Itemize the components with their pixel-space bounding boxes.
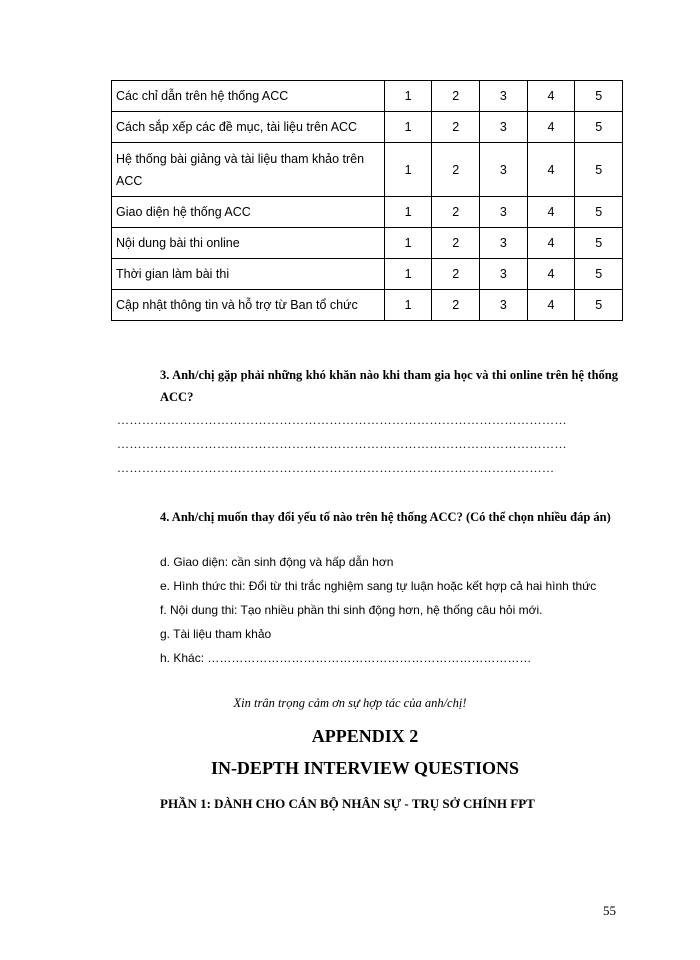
score-cell: 4 [527, 143, 575, 197]
score-cell: 3 [480, 81, 528, 112]
score-cell: 1 [384, 290, 432, 321]
score-cell: 2 [432, 143, 480, 197]
score-cell: 4 [527, 197, 575, 228]
score-cell: 3 [480, 290, 528, 321]
option-h: h. Khác: ……………………………………………………………………… [160, 651, 532, 665]
page-number: 55 [603, 903, 616, 918]
option-f: f. Nội dung thi: Tạo nhiều phần thi sinh động hơn, hệ thống câu hỏi mới. [160, 603, 543, 617]
score-cell: 4 [527, 228, 575, 259]
score-cell: 5 [575, 228, 623, 259]
score-cell: 5 [575, 197, 623, 228]
score-cell: 2 [432, 81, 480, 112]
score-cell: 1 [384, 197, 432, 228]
row-label: Các chỉ dẫn trên hệ thống ACC [112, 81, 385, 112]
row-label: Giao diện hệ thống ACC [112, 197, 385, 228]
score-cell: 3 [480, 259, 528, 290]
option-g: g. Tài liệu tham khảo [160, 627, 272, 641]
score-cell: 3 [480, 197, 528, 228]
thank-you-note: Xin trân trọng cảm ơn sự hợp tác của anh/chị! [233, 696, 467, 710]
score-cell: 5 [575, 259, 623, 290]
table-row [112, 112, 623, 143]
score-cell: 5 [575, 112, 623, 143]
table-row [112, 197, 623, 228]
option-e: e. Hình thức thi: Đổi từ thi trắc nghiệm sang tự luận hoặc kết hợp cả hai hình thức [160, 579, 597, 593]
section-heading: PHẦN 1: DÀNH CHO CÁN BỘ NHÂN SỰ - TRỤ SỞ CHÍNH FPT [160, 796, 535, 811]
rating-table [111, 80, 623, 321]
score-cell: 2 [432, 112, 480, 143]
score-cell: 1 [384, 143, 432, 197]
row-label: Hệ thống bài giảng và tài liệu tham khảo trên ACC [112, 143, 385, 197]
question-4: 4. Anh/chị muốn thay đổi yếu tố nào trên hệ thống ACC? (Có thể chọn nhiều đáp án) [160, 510, 611, 524]
answer-line: …………………………………………………………………………………………… [117, 461, 555, 475]
table-row [112, 259, 623, 290]
score-cell: 2 [432, 290, 480, 321]
score-cell: 4 [527, 112, 575, 143]
score-cell: 1 [384, 81, 432, 112]
score-cell: 1 [384, 259, 432, 290]
appendix-subtitle: IN-DEPTH INTERVIEW QUESTIONS [210, 758, 520, 778]
score-cell: 4 [527, 81, 575, 112]
question-3: 3. Anh/chị gặp phải những khó khăn nào khi tham gia học và thi online trên hệ thống ACC? [160, 368, 618, 404]
score-cell: 3 [480, 112, 528, 143]
score-cell: 3 [480, 228, 528, 259]
score-cell: 5 [575, 81, 623, 112]
score-cell: 2 [432, 197, 480, 228]
row-label: Cập nhật thông tin và hỗ trợ từ Ban tổ chức [112, 290, 385, 321]
table-row [112, 290, 623, 321]
appendix-title: APPENDIX 2 [311, 726, 419, 746]
score-cell: 2 [432, 228, 480, 259]
score-cell: 1 [384, 112, 432, 143]
score-cell: 4 [527, 290, 575, 321]
score-cell: 1 [384, 228, 432, 259]
score-cell: 5 [575, 290, 623, 321]
row-label: Thời gian làm bài thi [112, 259, 385, 290]
row-label: Nội dung bài thi online [112, 228, 385, 259]
score-cell: 3 [480, 143, 528, 197]
score-cell: 4 [527, 259, 575, 290]
answer-line: ……………………………………………………………………………………………… [117, 413, 567, 427]
score-cell: 5 [575, 143, 623, 197]
table-row [112, 143, 623, 197]
score-cell: 2 [432, 259, 480, 290]
table-row [112, 81, 623, 112]
table-row [112, 228, 623, 259]
answer-line: ……………………………………………………………………………………………… [117, 437, 567, 451]
row-label: Cách sắp xếp các đề mục, tài liệu trên ACC [112, 112, 385, 143]
option-d: d. Giao diện: cần sinh động và hấp dẫn hơn [160, 555, 394, 569]
